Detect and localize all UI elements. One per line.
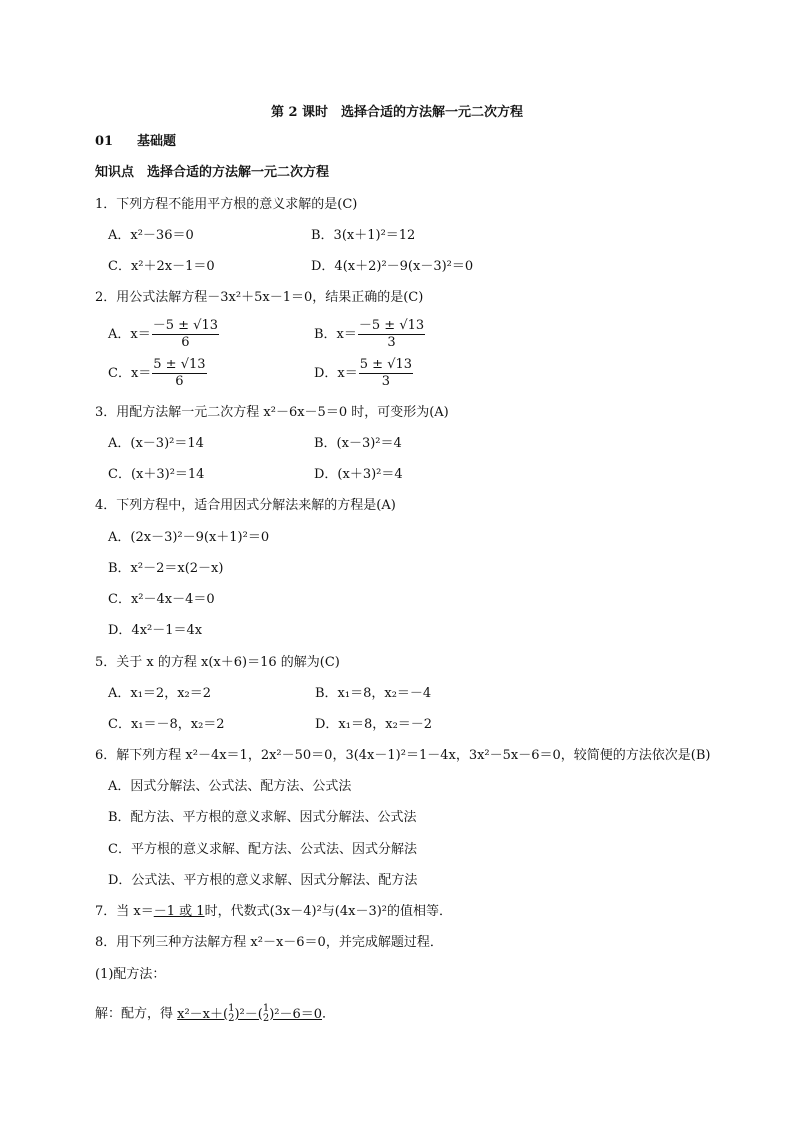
q2-stem: 2．用公式法解方程－3x²＋5x－1＝0，结果正确的是(C) — [95, 290, 424, 305]
q2-option-a-denominator: 6 — [181, 335, 190, 350]
q2-option-c-prefix: C．x＝ — [108, 366, 152, 381]
q7-pre: 7．当 x＝ — [95, 904, 154, 919]
q4-option-d: D．4x²－1＝4x — [108, 623, 203, 638]
q8-half-num-2: 1 — [262, 1003, 270, 1014]
q7-post: 时，代数式(3x－4)²与(4x－3)²的值相等． — [204, 904, 453, 919]
q2-option-a-prefix: A．x＝ — [108, 327, 151, 342]
q4-stem: 4．下列方程中，适合用因式分解法来解的方程是(A) — [95, 498, 396, 513]
q2-option-a — [108, 318, 219, 351]
q3-option-d: D．(x＋3)²＝4 — [314, 467, 403, 482]
q2-option-c-denominator: 6 — [175, 374, 184, 389]
section-number: 01 — [95, 134, 114, 149]
q4-option-a: A．(2x－3)²－9(x＋1)²＝0 — [108, 530, 270, 545]
q8-solution-line — [95, 1004, 335, 1024]
q1-option-c: C．x²＋2x－1＝0 — [108, 259, 215, 274]
q1-option-d: D．4(x＋2)²－9(x－3)²＝0 — [311, 259, 474, 274]
q2-option-b-prefix: B．x＝ — [314, 327, 357, 342]
q2-option-d-numerator: 5 ± √13 — [359, 357, 413, 372]
q7-stem — [95, 903, 452, 921]
q8-half-num-1: 1 — [228, 1003, 235, 1014]
q8-solution-filled — [177, 1003, 323, 1024]
knowledge-point-heading: 知识点 选择合适的方法解一元二次方程 — [95, 165, 330, 180]
q6-option-b: B．配方法、平方根的意义求解、因式分解法、公式法 — [108, 810, 417, 825]
q8-sol-end: ． — [322, 1006, 336, 1022]
q5-option-d: D．x₁＝8，x₂＝－2 — [315, 717, 433, 732]
q2-option-d-fraction — [359, 357, 413, 390]
page-title: 第 2 课时 选择合适的方法解一元二次方程 — [270, 105, 524, 120]
q2-option-b-fraction — [358, 318, 425, 351]
q8-sol-part-a: x²－x＋( — [177, 1006, 229, 1022]
q8-half-den-2: 2 — [262, 1013, 270, 1024]
q1-stem: 1．下列方程不能用平方根的意义求解的是(C) — [95, 197, 358, 212]
q5-option-b: B．x₁＝8，x₂＝－4 — [315, 686, 432, 701]
q2-option-b — [314, 318, 425, 351]
q3-option-a: A．(x－3)²＝14 — [108, 436, 204, 451]
q4-option-c: C．x²－4x－4＝0 — [108, 592, 215, 607]
q6-option-d: D．公式法、平方根的意义求解、因式分解法、配方法 — [108, 873, 418, 888]
q6-option-a: A．因式分解法、公式法、配方法、公式法 — [108, 779, 352, 794]
q2-option-a-numerator: －5 ± √13 — [152, 318, 218, 333]
q2-option-b-numerator: －5 ± √13 — [358, 318, 425, 333]
q8-sol-part-c: )²－6＝0 — [269, 1006, 323, 1022]
q6-option-c: C．平方根的意义求解、配方法、公式法、因式分解法 — [108, 842, 417, 857]
q3-option-b: B．(x－3)²＝4 — [314, 436, 402, 451]
q7-answer: －1 或 1 — [153, 904, 205, 919]
q2-option-d-prefix: D．x＝ — [314, 366, 358, 381]
q1-option-b: B．3(x＋1)²＝12 — [311, 228, 416, 243]
q3-option-c: C．(x＋3)²＝14 — [108, 467, 205, 482]
q2-option-b-denominator: 3 — [387, 335, 396, 350]
q2-option-c-fraction — [152, 357, 206, 390]
q2-option-c — [108, 357, 207, 390]
q5-option-a: A．x₁＝2，x₂＝2 — [108, 686, 212, 701]
q2-option-c-numerator: 5 ± √13 — [153, 357, 206, 372]
q8-sub1-label: (1)配方法： — [95, 967, 166, 982]
q6-stem: 6．解下列方程 x²－4x＝1，2x²－50＝0，3(4x－1)²＝1－4x，3x²－5x－6＝0，较简便的方法依次是(B) — [95, 748, 711, 763]
q1-option-a: A．x²－36＝0 — [108, 228, 194, 243]
q2-option-a-fraction — [152, 318, 219, 351]
q8-solution-prefix: 解：配方，得 — [95, 1006, 178, 1022]
q8-stem: 8．用下列三种方法解方程 x²－x－6＝0，并完成解题过程． — [95, 935, 443, 950]
q3-stem: 3．用配方法解一元二次方程 x²－6x－5＝0 时，可变形为(A) — [95, 405, 449, 420]
q5-option-c: C．x₁＝－8，x₂＝2 — [108, 717, 225, 732]
q8-sol-part-b: )²－( — [234, 1006, 263, 1022]
q4-option-b: B．x²－2＝x(2－x) — [108, 561, 224, 576]
section-label: 基础题 — [137, 134, 177, 149]
q2-option-d — [314, 357, 413, 390]
q5-stem: 5．关于 x 的方程 x(x＋6)＝16 的解为(C) — [95, 655, 340, 670]
q2-option-d-denominator: 3 — [381, 374, 391, 389]
q8-half-den-1: 2 — [228, 1013, 235, 1024]
